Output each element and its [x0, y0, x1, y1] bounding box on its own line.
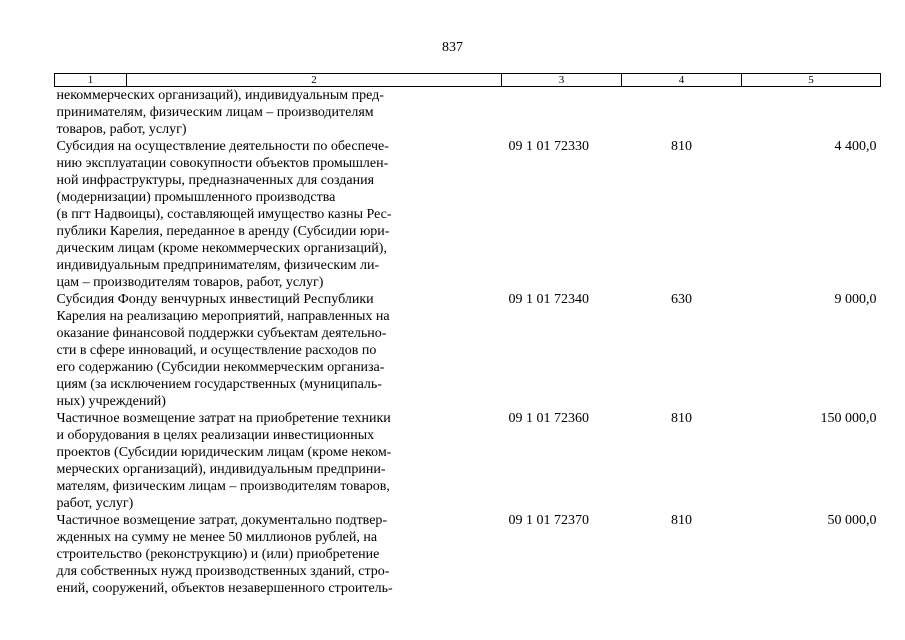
row-code: 09 1 01 72340 — [508, 292, 589, 307]
row-expense-type — [622, 87, 742, 139]
row-amount: 4 400,0 — [834, 139, 877, 154]
column-header-3: 3 — [502, 74, 622, 87]
row-code — [502, 87, 622, 139]
column-header-1: 1 — [55, 74, 127, 87]
row-code: 09 1 01 72370 — [508, 513, 589, 528]
column-number-header-row — [55, 74, 881, 87]
budget-table — [54, 73, 881, 597]
row-expense-type: 810 — [671, 411, 692, 426]
column-header-2: 2 — [127, 74, 502, 87]
table-row — [55, 410, 881, 512]
table-row — [55, 138, 881, 291]
table-row — [55, 87, 881, 139]
table-row — [55, 512, 881, 597]
column-header-4: 4 — [622, 74, 742, 87]
row-amount: 150 000,0 — [820, 411, 877, 426]
row-amount — [742, 87, 881, 139]
row-code: 09 1 01 72330 — [508, 139, 589, 154]
row-expense-type: 810 — [671, 513, 692, 528]
row-description: Частичное возмещение затрат на приобретение техники и оборудования в целях реализации инвестиционных проектов (Субсидии юридическим лицам (кроме неком- мерческих организаций), индивидуальным предприни- мателям, физическим лицам – производителям товаров, работ, услуг) — [56, 411, 392, 511]
row-code: 09 1 01 72360 — [508, 411, 589, 426]
row-description: Частичное возмещение затрат, документально подтвер- жденных на сумму не менее 50 миллионов рублей, на строительство (реконструкцию) и (или) приобретение для собственных нужд производственных зданий, стро- ений, сооружений, объектов незавершенного строитель- — [56, 513, 393, 596]
row-description: некоммерческих организаций), индивидуальным пред- принимателям, физическим лицам – производителям товаров, работ, услуг) — [56, 88, 384, 137]
row-amount: 9 000,0 — [834, 292, 877, 307]
row-expense-type: 630 — [671, 292, 692, 307]
table-row — [55, 291, 881, 410]
row-description: Субсидия Фонду венчурных инвестиций Республики Карелия на реализацию мероприятий, направленных на оказание финансовой поддержки субъектам деятельно- сти в сфере инноваций, и осуществление расходов по его содержанию (Субсидии некоммерческим организа- циям (за исключением государственных (муниципаль- ных) учреждений) — [56, 292, 390, 409]
page-number: 837 — [442, 40, 463, 55]
row-description: Субсидия на осуществление деятельности по обеспече- нию эксплуатации совокупности объектов промышлен- ной инфраструктуры, предназначенных для создания (модернизации) промышленного производства (в пгт Надвоицы), составляющей имущество казны Рес- публики Карелия, переданное в аренду (Субсидии юри- дическим лицам (кроме некоммерческих организаций), индивидуальным предпринимателям, физическим ли- цам – производителям товаров, работ, услуг) — [56, 139, 392, 290]
column-header-5: 5 — [742, 74, 881, 87]
row-amount: 50 000,0 — [827, 513, 877, 528]
row-expense-type: 810 — [671, 139, 692, 154]
